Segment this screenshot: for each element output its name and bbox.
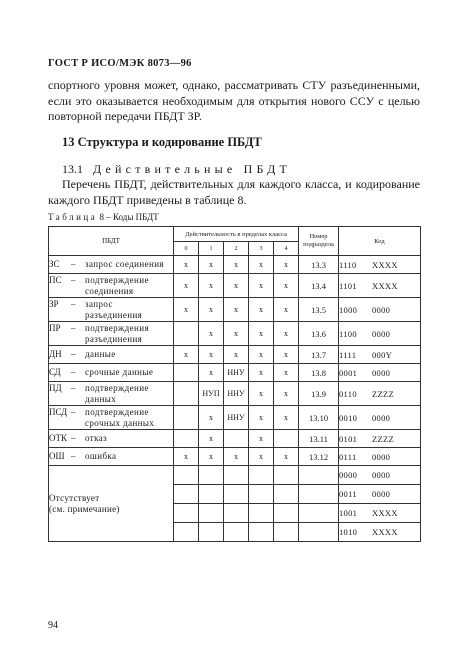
class-cell: x — [199, 346, 224, 364]
subsection-number-cell: 13.4 — [299, 274, 339, 298]
pbdt-abbr: ОШ — [49, 451, 65, 462]
class-cell: x — [224, 256, 249, 274]
subsection-number-cell: 13.12 — [299, 448, 339, 466]
pbdt-name-cell — [49, 448, 174, 466]
class-cell: x — [224, 346, 249, 364]
empty-cell — [274, 466, 299, 485]
code-part: XXXX — [372, 527, 398, 537]
empty-cell — [299, 523, 339, 542]
class-cell: x — [199, 322, 224, 346]
empty-cell — [199, 504, 224, 523]
code-part: XXXX — [372, 508, 398, 518]
class-cell: x — [249, 274, 274, 298]
class-cell: x — [224, 298, 249, 322]
pbdt-codes-table — [48, 226, 421, 542]
class-cell: x — [199, 274, 224, 298]
table-row — [49, 274, 421, 298]
class-cell: x — [174, 298, 199, 322]
code-part: 1100 — [339, 328, 357, 339]
code-part: 1000 — [339, 304, 358, 315]
subsection-number-cell: 13.10 — [299, 406, 339, 430]
class-cell — [174, 364, 199, 382]
pbdt-description-cont: разъединения — [85, 309, 143, 320]
dash: – — [71, 367, 76, 378]
empty-cell — [249, 504, 274, 523]
document-header: ГОСТ Р ИСО/МЭК 8073—96 — [48, 58, 192, 69]
pbdt-description: запрос — [85, 299, 113, 309]
pbdt-description-cont: данных — [85, 393, 117, 404]
subsection-number-cell: 13.7 — [299, 346, 339, 364]
class-cell — [174, 406, 199, 430]
empty-cell — [199, 466, 224, 485]
header-validity: Действительность в пределах класса — [174, 227, 299, 242]
class-cell: x — [199, 298, 224, 322]
class-cell: x — [199, 406, 224, 430]
class-cell: x — [274, 448, 299, 466]
empty-cell — [224, 485, 249, 504]
empty-cell — [174, 504, 199, 523]
code-part: 0010 — [339, 412, 358, 423]
class-cell: x — [249, 430, 274, 448]
dash: – — [71, 323, 76, 333]
code-part: 0110 — [339, 388, 357, 399]
pbdt-description: ошибка — [85, 451, 117, 462]
empty-cell — [249, 523, 274, 542]
empty-cell — [174, 466, 199, 485]
empty-cell — [224, 504, 249, 523]
code-part: 0001 — [339, 367, 358, 378]
dash: – — [71, 299, 76, 309]
class-cell: x — [249, 382, 274, 406]
code-part: 1101 — [339, 280, 357, 291]
absent-label: Отсутствует — [49, 492, 100, 503]
code-cell — [339, 406, 421, 430]
absent-note: (см. примечание) — [49, 503, 120, 514]
class-cell: x — [274, 364, 299, 382]
empty-cell — [274, 523, 299, 542]
code-cell — [339, 382, 421, 406]
pbdt-description: срочные данные — [85, 367, 154, 378]
subsection-number: 13.1 — [62, 162, 83, 176]
empty-cell — [199, 485, 224, 504]
pbdt-abbr: ПСД — [49, 407, 68, 417]
subsection-name: Действительные ПБДТ — [93, 162, 291, 176]
table-body — [49, 256, 421, 542]
table-row — [49, 406, 421, 430]
table-row — [49, 364, 421, 382]
subsection-number-cell: 13.6 — [299, 322, 339, 346]
pbdt-description: подтверждение — [85, 407, 149, 417]
code-part: 1111 — [339, 349, 357, 360]
subsection-number-cell: 13.11 — [299, 430, 339, 448]
dash: – — [71, 407, 76, 417]
header-class: 4 — [274, 242, 299, 256]
class-cell: x — [199, 448, 224, 466]
class-cell: x — [274, 382, 299, 406]
table-row — [49, 382, 421, 406]
class-cell: x — [249, 322, 274, 346]
empty-cell — [274, 485, 299, 504]
code-part: 0000 — [339, 470, 358, 480]
table-caption-text: 8 – Коды ПБДТ — [99, 212, 159, 222]
class-cell: x — [174, 346, 199, 364]
code-part: 0000 — [372, 367, 391, 378]
class-cell: x — [199, 364, 224, 382]
code-cell — [339, 448, 421, 466]
pbdt-description: подтверждения — [85, 323, 150, 333]
empty-cell — [224, 523, 249, 542]
class-cell: x — [249, 406, 274, 430]
code-part: 0000 — [372, 470, 391, 480]
table-row — [49, 448, 421, 466]
code-cell — [339, 274, 421, 298]
code-part: 0000 — [372, 412, 391, 423]
table-row — [49, 346, 421, 364]
pbdt-name-cell — [49, 364, 174, 382]
empty-cell — [174, 523, 199, 542]
subsection-number-cell: 13.5 — [299, 298, 339, 322]
class-cell — [224, 430, 249, 448]
header-class: 3 — [249, 242, 274, 256]
class-cell: x — [274, 256, 299, 274]
subsection-number-cell: 13.8 — [299, 364, 339, 382]
pbdt-name-cell — [49, 406, 174, 430]
code-part: 0000 — [372, 304, 391, 315]
class-cell: x — [174, 256, 199, 274]
subsection-number-cell: 13.3 — [299, 256, 339, 274]
pbdt-description: подтверждение — [85, 383, 149, 393]
class-cell: ННУ — [224, 382, 249, 406]
subsection-number-cell: 13.9 — [299, 382, 339, 406]
class-cell: x — [249, 298, 274, 322]
code-cell — [339, 504, 421, 523]
code-cell — [339, 298, 421, 322]
pbdt-name-cell — [49, 430, 174, 448]
empty-cell — [224, 466, 249, 485]
class-cell: x — [174, 448, 199, 466]
table-row-absent — [49, 466, 421, 485]
table-caption — [48, 212, 159, 222]
subsection-title — [62, 162, 291, 177]
class-cell: x — [224, 322, 249, 346]
table-caption-prefix: Таблица — [48, 212, 98, 222]
header-class: 2 — [224, 242, 249, 256]
pbdt-description-cont: разъединения — [85, 333, 143, 344]
pbdt-description-cont: соединения — [85, 285, 134, 296]
pbdt-abbr: ДН — [49, 349, 62, 360]
dash: – — [71, 259, 76, 270]
code-part: 0111 — [339, 451, 357, 462]
code-part: 0000 — [372, 489, 391, 499]
class-cell: x — [249, 364, 274, 382]
code-part: 1001 — [339, 508, 358, 518]
absent-cell — [49, 466, 174, 542]
code-cell — [339, 430, 421, 448]
code-part: XXXX — [372, 280, 398, 291]
pbdt-name-cell — [49, 256, 174, 274]
code-cell — [339, 322, 421, 346]
class-cell: x — [274, 406, 299, 430]
page-number: 94 — [48, 620, 58, 631]
empty-cell — [274, 504, 299, 523]
pbdt-abbr: ЗС — [49, 259, 60, 270]
code-part: 0000 — [372, 451, 391, 462]
pbdt-abbr: СД — [49, 367, 61, 378]
empty-cell — [299, 504, 339, 523]
class-cell: x — [199, 430, 224, 448]
class-cell: ННУ — [224, 364, 249, 382]
empty-cell — [199, 523, 224, 542]
code-part: 0011 — [339, 489, 357, 499]
class-cell: x — [274, 322, 299, 346]
code-cell — [339, 256, 421, 274]
dash: – — [71, 451, 76, 462]
class-cell: x — [274, 274, 299, 298]
code-part: XXXX — [372, 259, 398, 270]
pbdt-abbr: ПР — [49, 323, 61, 333]
code-cell — [339, 523, 421, 542]
class-cell — [174, 382, 199, 406]
class-cell: x — [249, 448, 274, 466]
class-cell: x — [199, 256, 224, 274]
body-paragraph: Перечень ПБДТ, действительных для каждого класса, и кодирование каждого ПБДТ приведены в таблице 8. — [48, 177, 420, 207]
pbdt-name-cell — [49, 298, 174, 322]
table-row — [49, 256, 421, 274]
empty-cell — [299, 466, 339, 485]
code-cell — [339, 485, 421, 504]
code-cell — [339, 346, 421, 364]
header-pbdt: ПБДТ — [49, 227, 174, 256]
class-cell — [174, 322, 199, 346]
pbdt-name-cell — [49, 346, 174, 364]
dash: – — [71, 275, 76, 285]
pbdt-description: запрос соединения — [85, 259, 164, 270]
code-part: 0000 — [372, 328, 391, 339]
pbdt-abbr: ОТК — [49, 433, 67, 444]
dash: – — [71, 433, 76, 444]
section-title: 13 Структура и кодирование ПБДТ — [62, 135, 262, 149]
class-cell: x — [224, 448, 249, 466]
code-part: 0101 — [339, 433, 358, 444]
table-row — [49, 322, 421, 346]
header-subsection-number: Номер подраздела — [299, 227, 339, 256]
code-cell — [339, 466, 421, 485]
pbdt-description: отказ — [85, 433, 108, 444]
pbdt-abbr: ПД — [49, 383, 62, 393]
table-row — [49, 298, 421, 322]
table-row — [49, 430, 421, 448]
empty-cell — [299, 485, 339, 504]
pbdt-name-cell — [49, 274, 174, 298]
class-cell: x — [224, 274, 249, 298]
code-cell — [339, 364, 421, 382]
code-part: 1110 — [339, 259, 357, 270]
class-cell: x — [249, 346, 274, 364]
empty-cell — [249, 485, 274, 504]
empty-cell — [174, 485, 199, 504]
pbdt-abbr: ЗР — [49, 299, 59, 309]
pbdt-abbr: ПС — [49, 275, 62, 285]
class-cell: x — [274, 298, 299, 322]
class-cell: x — [174, 274, 199, 298]
pbdt-description: данные — [85, 349, 116, 360]
class-cell — [174, 430, 199, 448]
pbdt-name-cell — [49, 382, 174, 406]
class-cell: ННУ — [224, 406, 249, 430]
code-part: ZZZZ — [372, 388, 394, 399]
class-cell: x — [249, 256, 274, 274]
pbdt-name-cell — [49, 322, 174, 346]
code-part: 000Y — [372, 349, 393, 360]
header-class: 1 — [199, 242, 224, 256]
dash: – — [71, 349, 76, 360]
pbdt-description-cont: срочных данных — [85, 417, 155, 428]
class-cell: НУП — [199, 382, 224, 406]
intro-paragraph: спортного уровня может, однако, рассматривать СТУ разъединенными, если это оказывается необходимым для открытия нового ССУ с целью повторной передачи ПБДТ ЗР. — [48, 78, 420, 123]
class-cell — [274, 430, 299, 448]
dash: – — [71, 383, 76, 393]
class-cell: x — [274, 346, 299, 364]
empty-cell — [249, 466, 274, 485]
code-part: 1010 — [339, 527, 358, 537]
code-part: ZZZZ — [372, 433, 394, 444]
header-code: Код — [339, 227, 421, 256]
header-class: 0 — [174, 242, 199, 256]
pbdt-description: подтверждение — [85, 275, 149, 285]
